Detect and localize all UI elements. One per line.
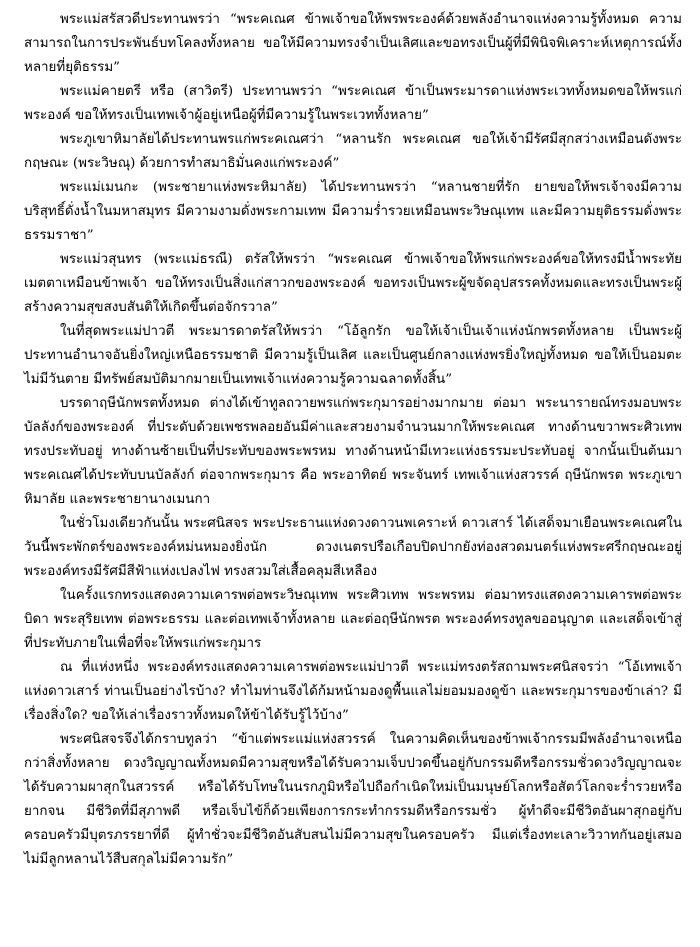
paragraph-gayatri-blessing: พระแม่คายตรี หรือ (สาวิตรี) ประทานพรว่า “พระคเณศ ข้าเป็นพระมารดาแห่งพระเวททั้งหมดขอให้พรแก่พระองค์ ขอให้ทรงเป็นเทพเจ้าผู้อยู่เหนือผู้ที่มีความรู้ในพระเวททั้งหลาย” bbox=[24, 84, 682, 123]
paragraph-shani-respects: ในครั้งแรกทรงแสดงความเคารพต่อพระวิษณุเทพ พระศิวเทพ พระพรหม ต่อมาทรงแสดงความเคารพต่อพระบิดา พระสุริยเทพ ต่อพระธรรม และต่อเทพเจ้าทั้งหลาย และต่อฤษีนักพรต พระองค์ทรงทูลขออนุญาต และเสด็จเข้าสู่ที่ประทับภายในเพื่อที่จะให้พรแก่พระกุมาร bbox=[24, 588, 682, 651]
paragraph-parvati-question: ณ ที่แห่งหนึ่ง พระองค์ทรงแสดงความเคารพต่อพระแม่ปาวตี พระแม่ทรงตรัสถามพระศนิสจรว่า “โอ้เทพเจ้าแห่งดาวเสาร์ ท่านเป็นอย่างไรบ้าง? ทำไมท่านจึงได้ก้มหน้ามองดูพื้นแลไม่ยอมมองดูข้า และพระกุมารของข้าเล่า? มีเรื่องสิ่งใด? ขอให้เล่าเรื่องราวทั้งหมดให้ข้าได้รับรู้ไว้บ้าง” bbox=[24, 660, 682, 723]
paragraph-vasundhara-blessing: พระแม่วสุนทร (พระแม่ธรณี) ตรัสให้พรว่า “พระคเณศ ข้าพเจ้าขอให้พรแก่พระองค์ขอให้ทรงมีน้ำพระทัยเมตตาเหมือนข้าพเจ้า ขอให้ทรงเป็นสิ่งแก่สาวกของพระองค์ ขอทรงเป็นพระผู้ขจัดอุปสรรคทั้งหมดและทรงเป็นพระผู้สร้างความสุขสงบสันติให้เกิดขึ้นต่อจักรวาล” bbox=[24, 252, 682, 315]
paragraph-throne-offering: บรรดาฤษีนักพรตทั้งหมด ต่างได้เข้าทูลถวายพรแก่พระกุมารอย่างมากมาย ต่อมา พระนารายณ์ทรงมอบพระบัลลังก์ของพระองค์ ที่ประดับด้วยเพชรพลอยอันมีค่าและสวยงามจำนวนมากให้พระคเณศ ทางด้านขวาพระศิวเทพทรงประทับอยู่ ทางด้านซ้ายเป็นที่ประทับของพระพรหม ทางด้านหน้ามีเทวะแห่งธรรมะประทับอยู่ จากนั้นเป็นต้นมาพระคเณศได้ประทับบนบัลลังก์ ต่อจากพระกุมาร คือ พระอาทิตย์ พระจันทร์ เทพเจ้าแห่งสวรรค์ ฤษีนักพรต พระภูเขาหิมาลัย และพระชายานางเมนกา bbox=[24, 396, 682, 507]
paragraph-himalaya-blessing: พระภูเขาหิมาลัยได้ประทานพรแก่พระคเณศว่า “หลานรัก พระคเณศ ขอให้เจ้ามีรัศมีสุกสว่างเหมือนดังพระกฤษณะ (พระวิษณุ) ด้วยการทำสมาธิมั่นคงแก่พระองค์” bbox=[24, 132, 682, 171]
paragraph-shani-reply: พระศนิสจรจึงได้กราบทูลว่า “ข้าแต่พระแม่แห่งสวรรค์ ในความคิดเห็นของข้าพเจ้ากรรมมีพลังอำนาจเหนือกว่าสิ่งทั้งหลาย ดวงวิญญาณทั้งหมดมีความสุขหรือได้รับความเจ็บปวดขึ้นอยู่กับกรรมดีหรือกรรมชั่วดวงวิญญาณจะได้รับความผาสุกในสวรรค์ หรือได้รับโทษในนรกภูมิหรือไปถือกำเนิดใหม่เป็นมนุษย์โลกหรือสัตว์โลกจะร่ำรวยหรือยากจน มีชีวิตที่มีสุภาพดี หรือเจ็บไข้ก็ด้วยเพียงการกระทำกรรมดีหรือกรรมชั่ว ผู้ทำดีจะมีชีวิตอันผาสุกอยู่กับครอบครัวมีบุตรภรรยาที่ดี ผู้ทำชั่วจะมีชีวิตอันสับสนไม่มีความสุขในครอบครัว มีแต่เรื่องทะเลาะวิวาทกันอยู่เสมอ ไม่มีลูกหลานไว้สืบสกุลไม่มีความรัก” bbox=[24, 732, 682, 867]
paragraph-saraswati-blessing: พระแม่สรัสวดีประทานพรว่า “พระคเณศ ข้าพเจ้าขอให้พรพระองค์ด้วยพลังอำนาจแห่งความรู้ทั้งหมด ความสามารถในการประพันธ์บทโคลงทั้งหลาย ขอให้มีความทรงจำเป็นเลิศและขอทรงเป็นผู้ที่มีพินิจพิเคราะห์เหตุการณ์ทั้งหลายที่ยุติธรรม” bbox=[24, 12, 682, 75]
paragraph-parvati-blessing: ในที่สุดพระแม่ปาวตี พระมารดาตรัสให้พรว่า “โอ้ลูกรัก ขอให้เจ้าเป็นเจ้าแห่งนักพรตทั้งหลาย เป็นพระผู้ประทานอำนาจอันยิ่งใหญ่เหนือธรรมชาติ มีความรู้เป็นเลิศ และเป็นศูนย์กลางแห่งพรยิ่งใหญ่ทั้งหมด ขอให้เป็นอมตะไม่มีวันตาย มีทรัพย์สมบัติมากมายเป็นเทพเจ้าแห่งความรู้ความฉลาดทั้งสิ้น” bbox=[24, 324, 682, 387]
paragraph-menaka-blessing: พระแม่เมนกะ (พระชายาแห่งพระหิมาลัย) ได้ประทานพรว่า “หลานชายที่รัก ยายขอให้พรเจ้าจงมีความบริสุทธิ์ดั่งน้ำในมหาสมุทร มีความงามดั่งพระกามเทพ มีความร่ำรวยเหมือนพระวิษณุเทพ และมีความยุติธรรมดั่งพระธรรมราชา” bbox=[24, 180, 682, 243]
paragraph-shani-arrival: ในชั่วโมงเดียวกันนั้น พระศนิสจร พระประธานแห่งดวงดาวนพเคราะห์ ดาวเสาร์ ได้เสด็จมาเยือนพระคเณศในวันนี้พระพักตร์ของพระองค์หม่นหมองยิ่งนัก ดวงเนตรปรือเกือบปิดปากยังท่องสวดมนตร์แห่งพระศรีกฤษณะอยู่พระองค์ทรงมีรัศมีสีฟ้าแห่งเปลงไฟ ทรงสวมใส่เสื้อคลุมสีเหลือง bbox=[24, 516, 682, 579]
